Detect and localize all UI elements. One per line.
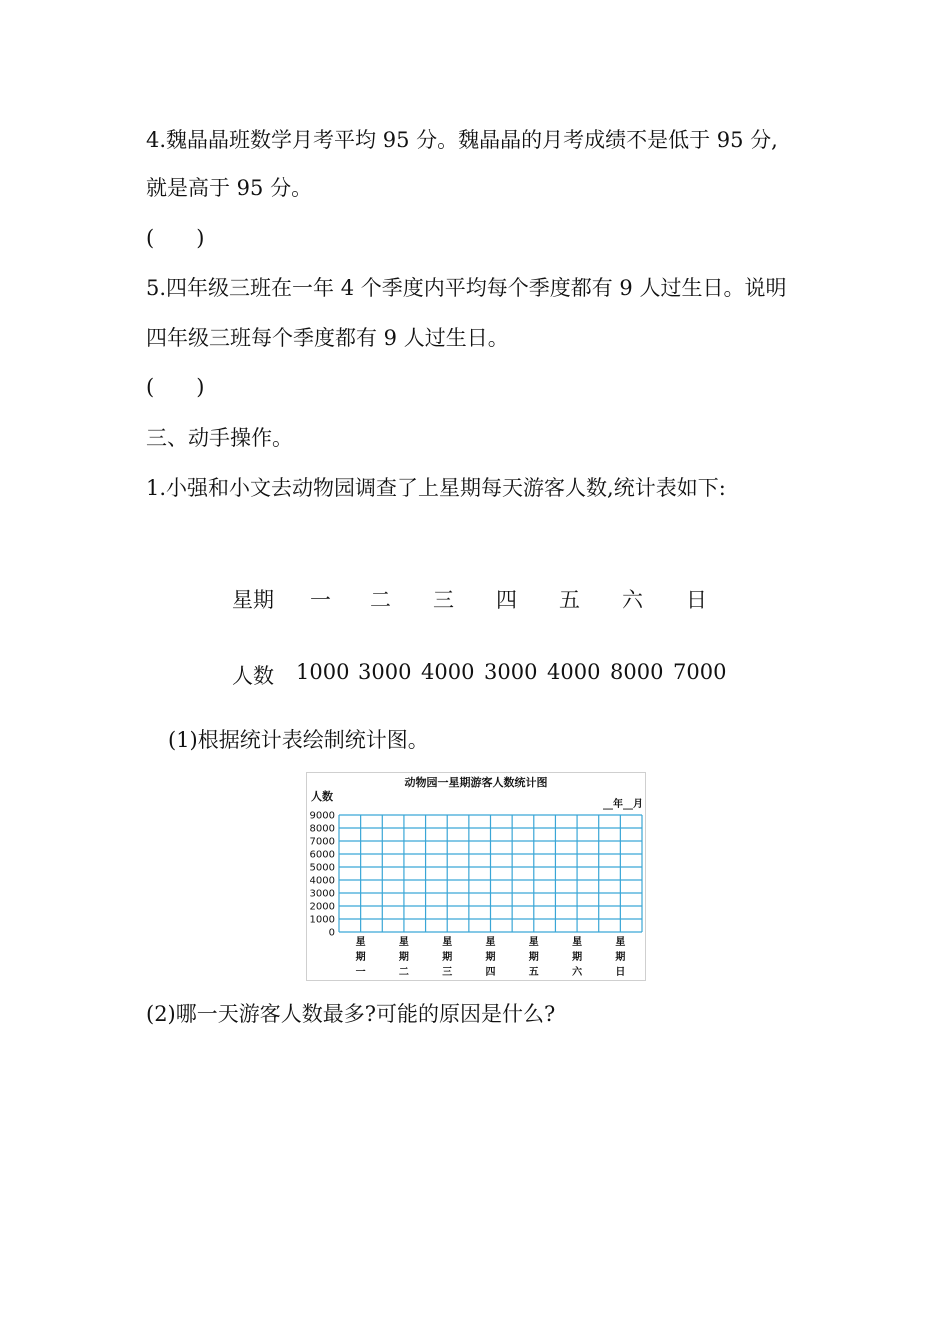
table-day: 一	[310, 588, 331, 612]
table-row2-label: 人数	[232, 664, 274, 688]
x-tick-label: 日	[615, 967, 626, 978]
table-count: 1000	[296, 660, 350, 684]
q4-line2: 就是高于 95 分。	[146, 176, 313, 200]
x-tick-label: 星	[615, 937, 626, 948]
table-count: 3000	[358, 660, 412, 684]
q5-line1: 5.四年级三班在一年 4 个季度内平均每个季度都有 9 人过生日。说明	[146, 276, 787, 300]
table-count: 3000	[484, 660, 538, 684]
x-tick-label: 星	[355, 937, 366, 948]
x-tick-label: 五	[528, 967, 539, 978]
chart-title: 动物园一星期游客人数统计图	[404, 776, 548, 789]
x-tick-label: 星	[485, 937, 496, 948]
table-day: 三	[433, 588, 454, 612]
x-tick-label: 六	[572, 967, 583, 978]
y-tick-label: 9000	[309, 810, 335, 822]
x-tick-label: 期	[442, 952, 453, 963]
x-tick-label: 期	[528, 952, 539, 963]
q1-sub2: (2)哪一天游客人数最多?可能的原因是什么?	[146, 1002, 556, 1026]
x-tick-label: 星	[398, 937, 409, 948]
table-day: 五	[559, 588, 580, 612]
x-tick-label: 期	[398, 952, 409, 963]
table-day: 二	[370, 588, 391, 612]
x-tick-label: 星	[572, 937, 583, 948]
q4-answer-blank: ( )	[146, 226, 205, 250]
q5-answer-blank: ( )	[146, 375, 205, 399]
y-tick-label: 0	[328, 927, 335, 939]
x-tick-label: 期	[615, 952, 626, 963]
y-tick-label: 6000	[309, 849, 335, 861]
q1-sub1: (1)根据统计表绘制统计图。	[168, 728, 429, 752]
x-tick-label: 三	[442, 967, 453, 978]
y-tick-label: 7000	[309, 836, 335, 848]
table-count: 4000	[421, 660, 475, 684]
x-tick-label: 期	[485, 952, 496, 963]
x-tick-label: 星	[442, 937, 453, 948]
y-tick-label: 1000	[309, 914, 335, 926]
q1-intro: 1.小强和小文去动物园调查了上星期每天游客人数,统计表如下:	[146, 476, 726, 500]
chart-date-stamp: __年__月	[603, 799, 643, 810]
x-tick-label: 期	[355, 952, 366, 963]
table-day: 日	[686, 588, 707, 612]
x-tick-label: 一	[355, 967, 366, 978]
table-count: 4000	[547, 660, 601, 684]
x-tick-label: 期	[572, 952, 583, 963]
y-tick-label: 2000	[309, 901, 335, 913]
x-tick-label: 四	[485, 967, 496, 978]
y-tick-label: 4000	[309, 875, 335, 887]
table-day: 四	[496, 588, 517, 612]
table-day: 六	[622, 588, 643, 612]
chart-svg	[307, 773, 645, 980]
x-tick-label: 二	[398, 967, 409, 978]
section-title: 三、动手操作。	[146, 426, 293, 450]
table-count: 8000	[610, 660, 664, 684]
y-tick-label: 3000	[309, 888, 335, 900]
table-row1-label: 星期	[232, 588, 274, 612]
y-tick-label: 5000	[309, 862, 335, 874]
q4-line1: 4.魏晶晶班数学月考平均 95 分。魏晶晶的月考成绩不是低于 95 分,	[146, 128, 778, 152]
q5-line2: 四年级三班每个季度都有 9 人过生日。	[146, 326, 509, 350]
x-tick-label: 星	[528, 937, 539, 948]
y-tick-label: 8000	[309, 823, 335, 835]
bar-chart	[306, 772, 646, 981]
chart-ylabel: 人数	[311, 790, 333, 803]
table-count: 7000	[673, 660, 727, 684]
